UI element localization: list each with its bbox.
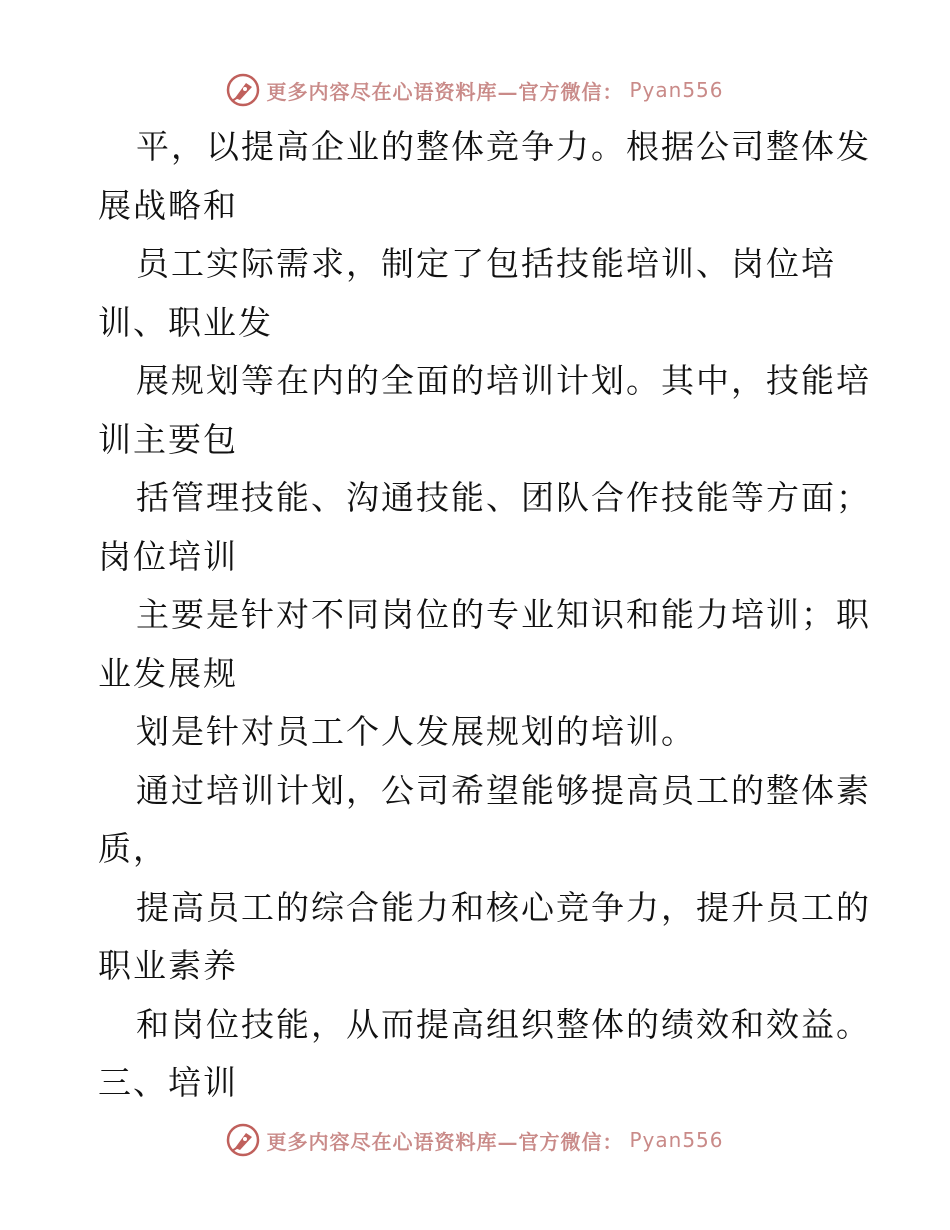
text-line: 展规划等在内的全面的培训计划。其中，技能培 — [136, 361, 871, 400]
text-line: 和岗位技能，从而提高组织整体的绩效和效益。 — [136, 1004, 871, 1044]
text-line: 三、培训 — [98, 1063, 238, 1102]
text-line: 提高员工的综合能力和核心竞争力，提升员工的 — [136, 887, 871, 927]
pen-nib-icon — [226, 1123, 260, 1157]
text-line: 平，以提高企业的整体竞争力。根据公司整体发 — [136, 127, 871, 166]
text-line: 划是针对员工个人发展规划的培训。 — [136, 712, 696, 751]
text-line: 通过培训计划，公司希望能够提高员工的整体素 — [136, 770, 871, 810]
watermark-text: 更多内容尽在心语资料库—官方微信： — [266, 79, 624, 104]
pen-nib-icon — [226, 73, 260, 107]
footer-watermark — [0, 1120, 950, 1160]
text-line: 业发展规 — [98, 653, 238, 693]
text-line: 职业素养 — [98, 946, 238, 985]
text-line: 员工实际需求，制定了包括技能培训、岗位培 — [136, 244, 836, 283]
watermark-text: 更多内容尽在心语资料库—官方微信： — [266, 1129, 624, 1154]
watermark-handle: Pyan556 — [629, 78, 724, 102]
text-line: 括管理技能、沟通技能、团队合作技能等方面； — [136, 478, 871, 517]
text-line: 质， — [98, 829, 168, 868]
watermark-group — [226, 73, 723, 107]
document-body — [98, 118, 871, 1113]
watermark-handle: Pyan556 — [629, 1128, 724, 1152]
text-line: 岗位培训 — [98, 536, 238, 576]
text-line: 训、职业发 — [98, 302, 273, 342]
text-line: 展战略和 — [98, 185, 238, 225]
header-watermark — [0, 70, 950, 110]
watermark-group — [226, 1123, 723, 1157]
text-line: 主要是针对不同岗位的专业知识和能力培训；职 — [136, 595, 871, 634]
text-line: 训主要包 — [98, 419, 238, 459]
